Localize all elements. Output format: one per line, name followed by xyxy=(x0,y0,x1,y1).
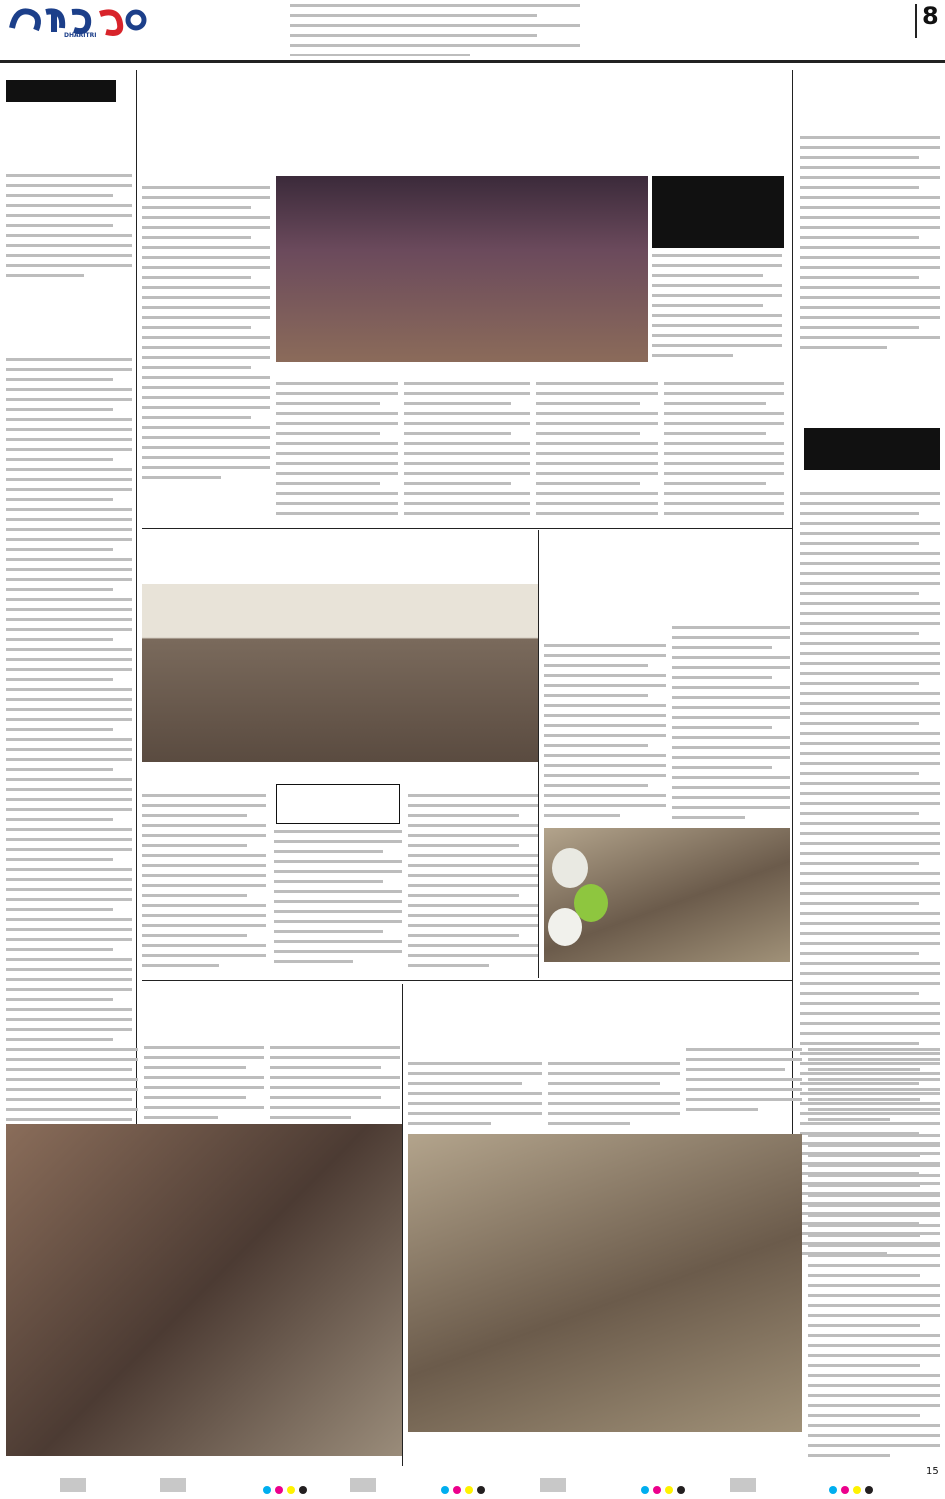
sidebar-headline-2 xyxy=(6,292,132,340)
lead-box-title xyxy=(652,176,784,248)
cmyk-dots xyxy=(828,1480,878,1499)
middle-right-col-2 xyxy=(672,626,790,826)
masthead xyxy=(0,0,945,60)
bottom-headline-left xyxy=(6,986,402,1028)
bottom-right-col-4 xyxy=(808,1048,940,1128)
section-title xyxy=(590,2,910,42)
top-teasers xyxy=(290,4,580,56)
lead-photo-caption xyxy=(276,366,648,378)
middle-left-photo xyxy=(142,584,538,762)
bottom-left-col-1 xyxy=(6,1048,138,1120)
logo-sub: DHARITRI xyxy=(64,32,97,39)
newspaper-logo xyxy=(6,2,156,40)
sidebar-headline-1 xyxy=(6,108,132,158)
cmyk-block xyxy=(60,1478,86,1492)
sidebar-dateline-1 xyxy=(6,160,126,170)
lead-headline xyxy=(142,80,782,160)
balloon xyxy=(548,908,582,946)
bottom-right-col-2 xyxy=(548,1062,680,1132)
cmyk-block xyxy=(350,1478,376,1492)
bottom-right-dateline xyxy=(410,1046,530,1056)
lead-body-col-2 xyxy=(404,382,530,522)
bottom-left-caption xyxy=(10,1458,400,1470)
middle-box-title xyxy=(276,784,400,824)
bottom-right-col-5 xyxy=(808,1134,940,1466)
middle-right-photo xyxy=(544,828,790,962)
cmyk-dots xyxy=(640,1480,690,1499)
middle-left-col-1 xyxy=(142,794,266,970)
bottom-right-photo xyxy=(408,1134,802,1432)
cmyk-block xyxy=(540,1478,566,1492)
right-top-article xyxy=(800,136,940,356)
bottom-left-photo xyxy=(6,1124,402,1456)
bottom-headline-right xyxy=(404,982,940,1042)
lead-body-col-1 xyxy=(276,382,398,522)
balloon xyxy=(552,848,588,888)
bottom-left-dateline xyxy=(30,1030,150,1040)
lead-side-column xyxy=(652,254,782,364)
sidebar-tag xyxy=(6,80,116,102)
lead-intro-column xyxy=(142,186,270,486)
right-dateline-2 xyxy=(840,476,940,486)
section-mark: 8 xyxy=(922,2,939,30)
date-line xyxy=(10,44,240,56)
bottom-left-col-3 xyxy=(270,1046,400,1120)
middle-left-col-2 xyxy=(274,830,402,970)
sidebar-article-1 xyxy=(6,174,132,286)
bottom-right-col-1 xyxy=(408,1062,542,1130)
cmyk-dots xyxy=(440,1480,490,1499)
cmyk-block xyxy=(730,1478,756,1492)
middle-left-col-3 xyxy=(408,794,538,970)
lead-body-col-4 xyxy=(664,382,784,522)
middle-left-caption xyxy=(180,766,510,778)
middle-right-col-1 xyxy=(544,644,666,824)
bottom-right-caption xyxy=(410,1436,610,1448)
lead-photo xyxy=(276,176,648,362)
bottom-right-col-3 xyxy=(686,1048,802,1124)
lead-dateline xyxy=(150,170,270,182)
registration-dots-icon xyxy=(828,1485,878,1495)
registration-dots-icon xyxy=(640,1485,690,1495)
right-box-title xyxy=(804,428,940,470)
registration-dots-icon xyxy=(262,1485,312,1495)
sidebar-dateline-2 xyxy=(6,344,126,354)
cmyk-dots xyxy=(262,1480,312,1499)
cmyk-block xyxy=(160,1478,186,1492)
page-number: 15 xyxy=(926,1466,939,1477)
right-top-headline xyxy=(800,70,940,114)
middle-headline-left xyxy=(142,534,538,578)
middle-right-caption xyxy=(546,964,790,976)
lead-body-col-3 xyxy=(536,382,658,522)
bottom-left-col-2 xyxy=(144,1046,264,1120)
right-top-dateline xyxy=(800,120,940,130)
middle-headline-right xyxy=(544,534,790,620)
right-sub-headline xyxy=(800,362,940,424)
registration-dots-icon xyxy=(440,1485,490,1495)
